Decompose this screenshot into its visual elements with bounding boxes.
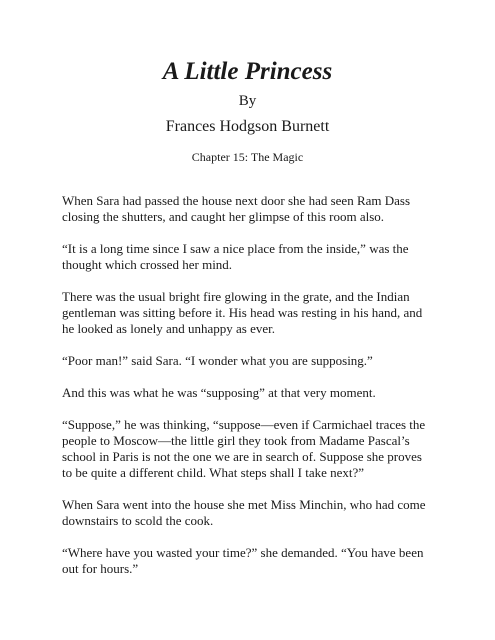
byline-by: By bbox=[238, 93, 257, 109]
paragraph: “Where have you wasted your time?” she demanded. “You have been out for hours.” bbox=[62, 545, 424, 576]
paragraph: When Sara went into the house she met Miss Minchin, who had come downstairs to scold the cook. bbox=[62, 497, 426, 528]
paragraph: There was the usual bright fire glowing in the grate, and the Indian gentleman was sitting before it. His head was resting in his hand, and he looked as lonely and unhappy as ever. bbox=[62, 289, 423, 336]
paragraph: When Sara had passed the house next door she had seen Ram Dass closing the shutters, and caught her glimpse of this room also. bbox=[62, 193, 411, 224]
chapter-body bbox=[62, 193, 434, 593]
paragraph: “Poor man!” said Sara. “I wonder what you are supposing.” bbox=[62, 353, 373, 368]
paragraph: And this was what he was “supposing” at that very moment. bbox=[62, 385, 376, 400]
paragraph: “Suppose,” he was thinking, “suppose—even if Carmichael traces the people to Moscow—the little girl they took from Madame Pascal’s school in Paris is not the one we are in search of. Suppose she proves to be quite a different child. What steps shall I take next?” bbox=[62, 417, 426, 480]
author-name: Frances Hodgson Burnett bbox=[165, 118, 330, 135]
paragraph: “It is a long time since I saw a nice place from the inside,” was the thought which crossed her mind. bbox=[62, 241, 409, 272]
book-title: A Little Princess bbox=[162, 58, 333, 85]
chapter-heading: Chapter 15: The Magic bbox=[191, 150, 304, 164]
